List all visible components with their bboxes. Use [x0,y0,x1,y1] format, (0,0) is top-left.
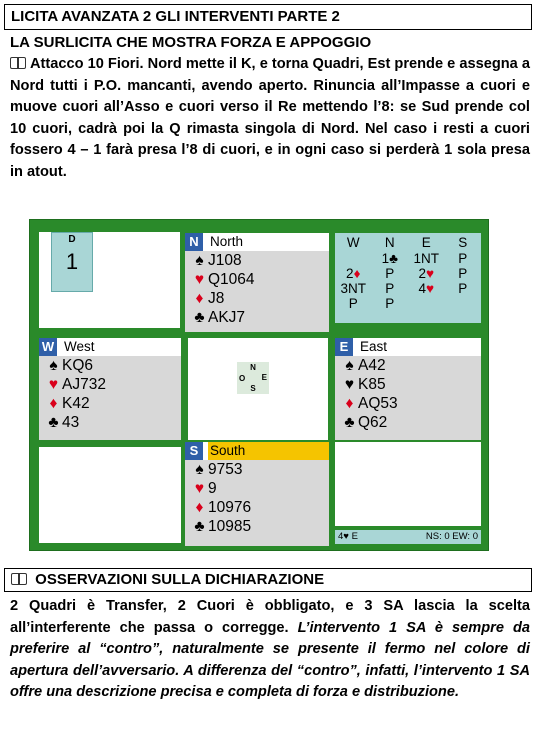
intro-text: Attacco 10 Fiori. Nord mette il K, e torna Quadri, Est prende e assegna a Nord tutti i P.O. mancanti, avendo aperto. Rinuncia all’Impasse a cuori e muove cuori all’Asso e cuori verso il Re mettendo l’8: se Sud prende col 10 cuori, cadrà poi la Q rimasta singola di Nord. Nel caso i resti a cuori fossero 4 – 1 farà presa l’8 di cuori, e in ogni caso si perderà 1 sola presa in atout. [10,56,530,180]
east-hearts-cards: K85 [358,376,386,393]
auction-bid: 4♥ [418,281,435,296]
south-spades-cards: 9753 [208,461,243,478]
south-seat-badge: S [185,442,203,460]
north-clubs [185,308,329,327]
score: NS: 0 EW: 0 [425,531,478,542]
spade-icon: ♠ [195,252,204,269]
auction-bid: 1NT [413,251,439,266]
club-icon: ♣ [344,414,355,431]
west-seat-badge: W [39,338,57,356]
auction-header-e: E [421,234,431,250]
bridge-diagram [29,219,489,551]
north-hearts-cards: Q1064 [208,271,255,288]
contract: 4♥ E [338,531,358,542]
observations-italic: L’intervento 1 SA è sempre da preferire al “contro”, naturalmente se presente il fermo nel colore di apertura dell’avversario. A differenza del “contro”, infatti, l’intervento 1 SA offre una descrizione precisa e completa di forza e distribuzione. [10,619,531,701]
auction-bid: 3NT [340,281,366,296]
east-seat-badge: E [335,338,353,356]
south-name: South [208,442,329,460]
south-hearts-cards: 9 [208,480,217,497]
west-clubs-cards: 43 [62,414,80,431]
auction-bid: P [458,281,468,296]
auction-bid [335,251,372,266]
observations-plain: 2 Quadri è Transfer, 2 Cuori è obbligato, e 3 SA lascia la scelta all’interferente che passa o corregge. [10,598,530,636]
south-header [185,442,329,460]
observations-bar [4,568,532,592]
heart-icon: ♥ [194,480,205,497]
empty-cell-se [335,442,481,526]
west-hand [39,338,181,440]
auction-bid: P [385,281,395,296]
south-diamonds-cards: 10976 [208,499,252,516]
north-clubs-cards: AKJ7 [208,309,246,326]
auction-bid: P [385,266,395,281]
heart-icon: ♥ [48,376,59,393]
observations-paragraph [10,596,530,704]
compass [237,362,269,394]
auction-bid: P [385,296,395,311]
auction-bid [408,296,445,311]
compass-n: N [250,363,256,372]
south-diamonds [185,498,329,517]
compass-w: O [239,374,246,383]
club-icon: ♣ [194,518,205,535]
north-header [185,233,329,251]
auction-header-w: W [346,234,360,250]
compass-s: S [250,384,256,393]
east-header [335,338,481,356]
diamond-icon: ♦ [345,395,354,412]
dealer-label: D [68,234,76,245]
dealer-cell [39,232,180,328]
auction-header-n: N [384,234,395,250]
north-spades [185,251,329,270]
west-diamonds-cards: K42 [62,395,90,412]
south-hand [185,442,329,546]
auction-table [335,233,481,323]
south-clubs-cards: 10985 [208,518,252,535]
diamond-icon: ♦ [195,290,204,307]
intro-paragraph [10,54,530,184]
compass-e: E [261,373,267,382]
auction-bid: 2♦ [346,266,361,281]
north-hearts [185,270,329,289]
dealer-box [51,232,93,292]
diamond-icon: ♦ [49,395,58,412]
west-diamonds [39,394,181,413]
auction-bid: 1♣ [381,251,398,266]
subtitle: LA SURLICITA CHE MOSTRA FORZA E APPOGGIO [10,34,372,51]
book-icon [11,573,27,585]
heart-icon: ♥ [194,271,205,288]
east-spades [335,356,481,375]
west-hearts [39,375,181,394]
spade-icon: ♠ [49,357,58,374]
spade-icon: ♠ [195,461,204,478]
east-clubs-cards: Q62 [358,414,388,431]
board-number: 1 [65,249,79,274]
east-hearts [335,375,481,394]
club-icon: ♣ [194,309,205,326]
east-spades-cards: A42 [358,357,386,374]
empty-cell-sw [39,447,181,543]
auction-bid: P [348,296,358,311]
south-clubs [185,517,329,536]
heart-icon: ♥ [344,376,355,393]
auction-bid: 2♥ [418,266,435,281]
east-hand [335,338,481,440]
east-diamonds [335,394,481,413]
result-footer [335,530,481,544]
west-clubs [39,413,181,432]
north-name: North [210,234,244,249]
east-diamonds-cards: AQ53 [358,395,398,412]
auction-header-s: S [458,234,468,250]
north-diamonds-cards: J8 [208,290,225,307]
north-hand [185,233,329,332]
spade-icon: ♠ [345,357,354,374]
west-spades [39,356,181,375]
south-spades [185,460,329,479]
diamond-icon: ♦ [195,499,204,516]
north-seat-badge: N [185,233,203,251]
west-name: West [64,339,95,354]
west-hearts-cards: AJ732 [62,376,106,393]
east-name: East [360,339,388,354]
book-icon [10,57,26,69]
auction-bid: P [458,266,468,281]
auction-bid: P [458,251,468,266]
observations-title: OSSERVAZIONI SULLA DICHIARAZIONE [35,571,325,588]
south-hearts [185,479,329,498]
west-header [39,338,181,356]
north-diamonds [185,289,329,308]
west-spades-cards: KQ6 [62,357,94,374]
auction-bid [445,296,482,311]
club-icon: ♣ [48,414,59,431]
title-bar [4,4,532,30]
north-spades-cards: J108 [208,252,242,269]
page-title: LICITA AVANZATA 2 GLI INTERVENTI PARTE 2 [11,8,340,25]
east-clubs [335,413,481,432]
